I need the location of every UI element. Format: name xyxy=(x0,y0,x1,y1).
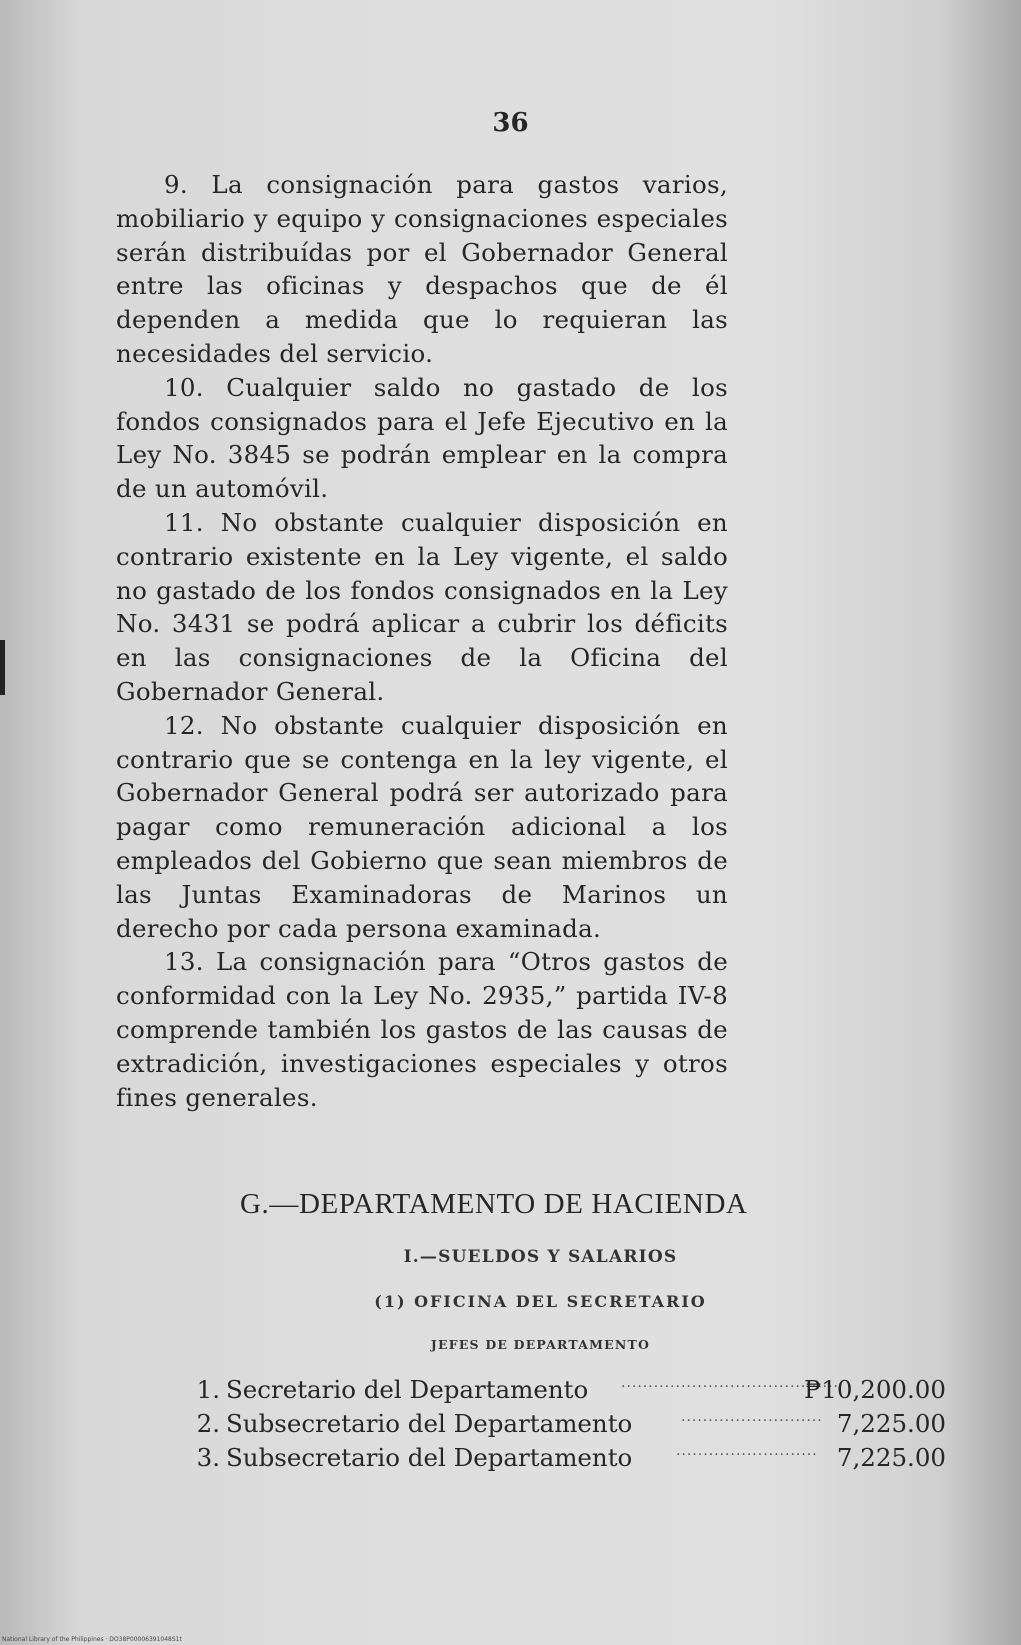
salary-item-number: 1. xyxy=(196,1375,220,1404)
category-heading: JEFES DE DEPARTAMENTO xyxy=(430,1337,651,1352)
salary-row xyxy=(186,1409,946,1443)
dot-leader: ........................................ xyxy=(621,1375,840,1391)
salary-list xyxy=(186,1375,946,1477)
salary-item-amount: 7,225.00 xyxy=(836,1443,946,1472)
salary-item-amount: ₱10,200.00 xyxy=(804,1375,946,1404)
salary-item-title: Subsecretario del Departamento xyxy=(226,1443,633,1472)
paragraph-12: 12. No obstante cualquier disposición en contrario que se contenga en la ley vigente, el Gobernador General podrá ser autorizado para pagar como remuneración adicional a los empleados del Gobierno que sean miembros de las Juntas Examinadoras de Marinos un derecho por cada persona examinada. xyxy=(116,710,728,943)
salary-row xyxy=(186,1375,946,1409)
dot-leader: .......................... xyxy=(681,1409,823,1425)
salary-item-title: Secretario del Departamento xyxy=(226,1375,589,1404)
footer-credit: National Library of the Philippines · DO38P00006391048S1t xyxy=(2,1636,182,1643)
salary-item-number: 3. xyxy=(196,1443,220,1472)
salary-item-amount: 7,225.00 xyxy=(836,1409,946,1438)
salary-item-title: Subsecretario del Departamento xyxy=(226,1409,633,1438)
body-text xyxy=(116,168,728,1114)
section-title: G.—DEPARTAMENTO DE HACIENDA xyxy=(240,1188,748,1220)
page-number: 36 xyxy=(492,108,529,138)
binding-edge-mark xyxy=(0,640,5,695)
section-subtitle: I.—SUELDOS Y SALARIOS xyxy=(403,1247,678,1267)
salary-item-number: 2. xyxy=(196,1409,220,1438)
paragraph-11: 11. No obstante cualquier disposición en contrario existente en la Ley vigente, el saldo no gastado de los fondos consignados en la Ley No. 3431 se podrá aplicar a cubrir los déficits en las consignaciones de la Oficina del Gobernador General. xyxy=(116,507,728,706)
office-heading: (1) OFICINA DEL SECRETARIO xyxy=(374,1292,707,1311)
paragraph-13: 13. La consignación para “Otros gastos de conformidad con la Ley No. 2935,” partida IV-8 comprende también los gastos de las causas de extradición, investigaciones especiales y otros fines generales. xyxy=(116,947,728,1112)
paragraph-9: 9. La consignación para gastos varios, mobiliario y equipo y consignaciones especiales serán distribuídas por el Gobernador General entre las oficinas y despachos que de él dependen a medida que lo requieran las necesidades del servicio. xyxy=(116,170,728,368)
paragraph-10: 10. Cualquier saldo no gastado de los fondos consignados para el Jefe Ejecutivo en la Ley No. 3845 se podrán emplear en la compra de un automóvil. xyxy=(116,372,728,504)
dot-leader: .......................... xyxy=(676,1443,818,1459)
salary-row xyxy=(186,1443,946,1477)
